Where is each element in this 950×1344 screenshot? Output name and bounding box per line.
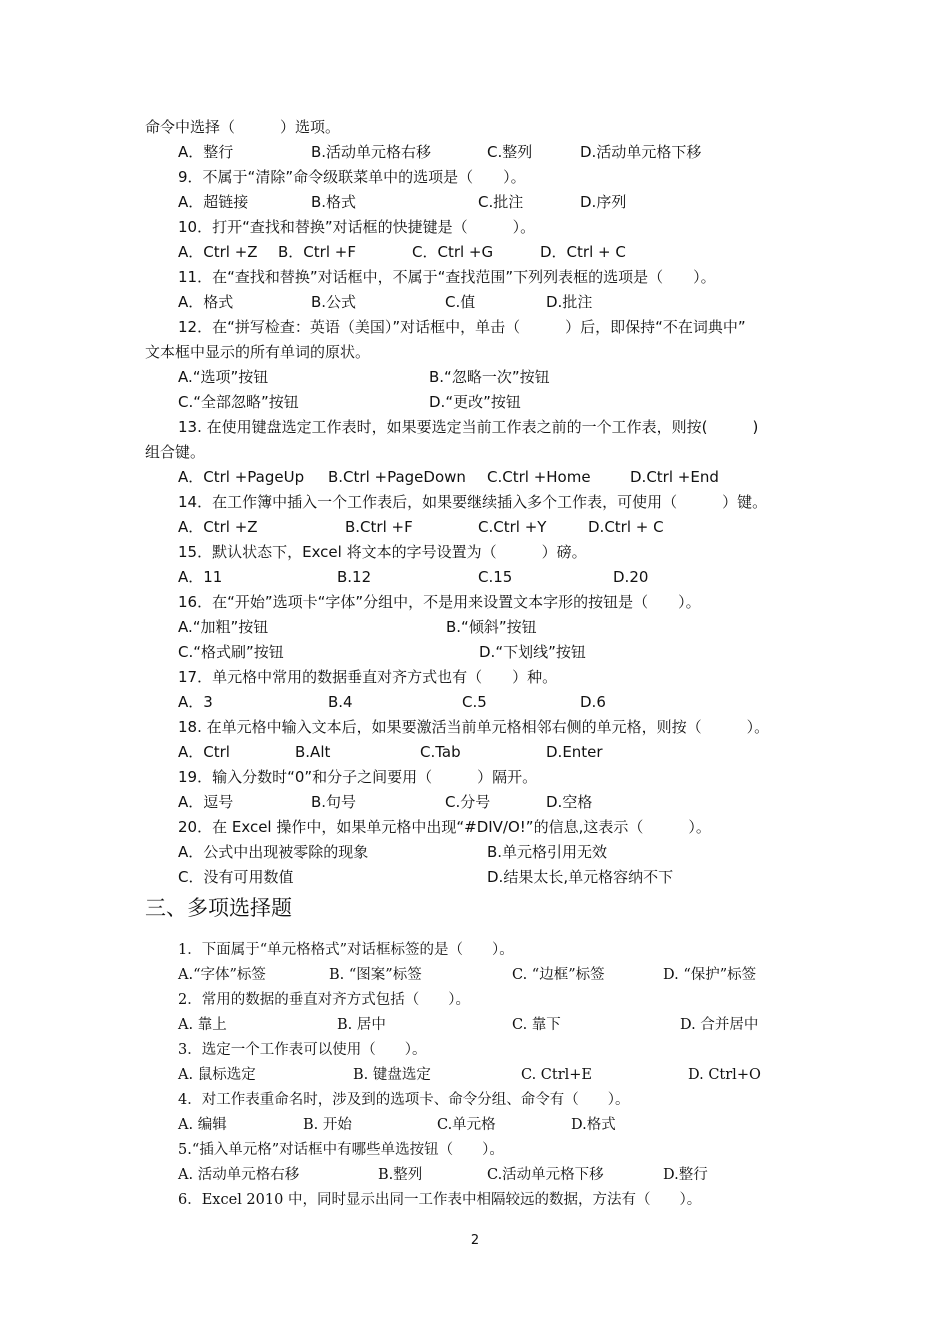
question-line (0, 715, 950, 739)
question-continuation: 命令中选择（ ）选项。 (145, 118, 341, 136)
question-12-continuation: 文本框中显示的所有单词的原状。 (145, 343, 371, 361)
question-line (0, 938, 950, 962)
option-b: B.Ctrl +PageDown (328, 468, 466, 486)
option-d: D.活动单元格下移 (580, 143, 702, 161)
question-16: 16．在“开始”选项卡“字体”分组中，不是用来设置文本字形的按钮是（ ）。 (178, 593, 701, 611)
options-line (0, 290, 950, 314)
section-heading: 三、多项选择题 (145, 896, 292, 920)
option-b: B.公式 (311, 293, 357, 311)
option-a: A.“字体”标签 (178, 967, 266, 983)
option-d: D.6 (580, 693, 606, 711)
option-a: A．Ctrl +Z (178, 518, 258, 536)
options-line (0, 390, 950, 414)
option-d: D.Ctrl +End (630, 468, 719, 486)
option-b: B.活动单元格右移 (311, 143, 432, 161)
option-c: C. Ctrl+E (521, 1067, 593, 1083)
option-a: A．Ctrl +Z (178, 243, 258, 261)
question-line (0, 315, 950, 339)
question-19: 19．输入分数时“0”和分子之间要用（ ）隔开。 (178, 768, 538, 786)
question-line (0, 490, 950, 514)
options-line (0, 1013, 950, 1037)
question-14: 14．在工作簿中插入一个工作表后，如果要继续插入多个工作表，可使用（ ）键。 (178, 493, 768, 511)
question-line (0, 1088, 950, 1112)
option-a: A．整行 (178, 143, 234, 161)
options-line (0, 1113, 950, 1137)
option-b: B. 居中 (337, 1017, 386, 1033)
options-line (0, 515, 950, 539)
options-line (0, 1163, 950, 1187)
option-a: A．格式 (178, 293, 234, 311)
option-c: C. “边框”标签 (512, 967, 605, 983)
question-15: 15．默认状态下，Excel 将文本的字号设置为（ ）磅。 (178, 543, 587, 561)
options-line (0, 140, 950, 164)
option-c: C.活动单元格下移 (487, 1167, 604, 1183)
question-13-continuation: 组合键。 (145, 443, 206, 461)
multi-question-5: 5.“插入单元格”对话框中有哪些单选按钮（ ）。 (178, 1142, 504, 1158)
option-c: C．没有可用数值 (178, 868, 294, 886)
option-c: C.“格式刷”按钮 (178, 643, 284, 661)
multi-question-2: 2．常用的数据的垂直对齐方式包括（ ）。 (178, 992, 470, 1008)
option-b: B.Alt (295, 743, 331, 761)
multi-question-1: 1．下面属于“单元格格式”对话框标签的是（ ）。 (178, 942, 514, 958)
question-18: 18. 在单元格中输入文本后，如果要激活当前单元格相邻右侧的单元格，则按（ ）。 (178, 718, 770, 736)
options-line (0, 740, 950, 764)
option-b: B.格式 (311, 193, 357, 211)
option-c: C.批注 (478, 193, 524, 211)
option-a: A．超链接 (178, 193, 249, 211)
options-line (0, 640, 950, 664)
question-line (0, 590, 950, 614)
option-b: B.单元格引用无效 (487, 843, 608, 861)
multi-question-3: 3．选定一个工作表可以使用（ ）。 (178, 1042, 427, 1058)
options-line (0, 865, 950, 889)
option-d: D. “保护”标签 (663, 967, 757, 983)
option-d: D.“下划线”按钮 (479, 643, 586, 661)
options-line (0, 690, 950, 714)
option-b: B.12 (337, 568, 372, 586)
multi-question-4: 4．对工作表重命名时，涉及到的选项卡、命令分组、命令有（ ）。 (178, 1092, 630, 1108)
option-c: C.Ctrl +Home (487, 468, 591, 486)
question-line (0, 1038, 950, 1062)
option-d: D.整行 (663, 1167, 708, 1183)
option-d: D.格式 (571, 1117, 616, 1133)
multi-question-6: 6．Excel 2010 中，同时显示出同一工作表中相隔较远的数据，方法有（ ）。 (178, 1192, 702, 1208)
option-d: D.序列 (580, 193, 627, 211)
option-b: B.句号 (311, 793, 357, 811)
options-line (0, 790, 950, 814)
question-11: 11．在“查找和替换”对话框中，不属于“查找范围”下列列表框的选项是（ ）。 (178, 268, 716, 286)
option-d: D. Ctrl+O (688, 1067, 761, 1083)
option-d: D.结果太长,单元格容纳不下 (487, 868, 674, 886)
text-line (0, 340, 950, 364)
option-d: D.空格 (546, 793, 593, 811)
option-d: D．Ctrl + C (540, 243, 626, 261)
option-d: D.批注 (546, 293, 593, 311)
option-b: B.“忽略一次”按钮 (429, 368, 550, 386)
options-line (0, 840, 950, 864)
option-a: A. 靠上 (178, 1017, 227, 1033)
option-a: A．逗号 (178, 793, 234, 811)
option-c: C.Tab (420, 743, 461, 761)
option-a: A. 编辑 (178, 1117, 227, 1133)
option-a: A．11 (178, 568, 223, 586)
option-d: D.“更改”按钮 (429, 393, 521, 411)
option-a: A．公式中出现被零除的现象 (178, 843, 369, 861)
option-c: C.“全部忽略”按钮 (178, 393, 299, 411)
question-line (0, 765, 950, 789)
options-line (0, 565, 950, 589)
option-b: B.“倾斜”按钮 (446, 618, 537, 636)
option-b: B. “图案”标签 (329, 967, 422, 983)
options-line (0, 1063, 950, 1087)
option-a: A. 鼠标选定 (178, 1067, 256, 1083)
option-c: C.分号 (445, 793, 491, 811)
option-d: D. 合并居中 (680, 1017, 759, 1033)
page-number: 2 (470, 1233, 480, 1248)
option-d: D.Enter (546, 743, 603, 761)
question-line (0, 265, 950, 289)
option-a: A. 活动单元格右移 (178, 1167, 300, 1183)
option-c: C.整列 (487, 143, 533, 161)
option-a: A.“加粗”按钮 (178, 618, 269, 636)
question-line (0, 815, 950, 839)
option-d: D.20 (613, 568, 649, 586)
option-b: B. 键盘选定 (353, 1067, 431, 1083)
option-b: B.整列 (378, 1167, 423, 1183)
question-17: 17．单元格中常用的数据垂直对齐方式也有（ ）种。 (178, 668, 558, 686)
question-line (0, 1138, 950, 1162)
question-line (0, 415, 950, 439)
option-b: B.4 (328, 693, 353, 711)
option-a: A.“选项”按钮 (178, 368, 269, 386)
option-d: D.Ctrl + C (588, 518, 664, 536)
option-c: C.5 (462, 693, 487, 711)
question-12: 12．在“拼写检查：英语（美国）”对话框中，单击（ ）后，即保持“不在词典中” (178, 318, 746, 336)
question-20: 20．在 Excel 操作中，如果单元格中出现“#DIV/O!”的信息,这表示（ ）。 (178, 818, 711, 836)
option-a: A．3 (178, 693, 213, 711)
option-a: A．Ctrl +PageUp (178, 468, 305, 486)
question-line (0, 215, 950, 239)
options-line (0, 963, 950, 987)
option-c: C.15 (478, 568, 513, 586)
question-13: 13. 在使用键盘选定工作表时，如果要选定当前工作表之前的一个工作表，则按( ) (178, 418, 759, 436)
options-line (0, 365, 950, 389)
option-b: B.Ctrl +F (345, 518, 413, 536)
options-line (0, 190, 950, 214)
option-c: C．Ctrl +G (412, 243, 494, 261)
option-b: B. 开始 (303, 1117, 352, 1133)
text-line (0, 440, 950, 464)
option-c: C.Ctrl +Y (478, 518, 547, 536)
question-line (0, 165, 950, 189)
text-line (0, 115, 950, 139)
question-line (0, 1188, 950, 1212)
question-10: 10．打开“查找和替换”对话框的快捷键是（ ）。 (178, 218, 536, 236)
question-line (0, 665, 950, 689)
options-line (0, 240, 950, 264)
options-line (0, 465, 950, 489)
option-c: C.单元格 (437, 1117, 496, 1133)
question-9: 9．不属于“清除”命令级联菜单中的选项是（ ）。 (178, 168, 526, 186)
question-line (0, 540, 950, 564)
option-a: A．Ctrl (178, 743, 230, 761)
options-line (0, 615, 950, 639)
option-b: B．Ctrl +F (278, 243, 356, 261)
option-c: C. 靠下 (512, 1017, 561, 1033)
option-c: C.值 (445, 293, 476, 311)
question-line (0, 988, 950, 1012)
